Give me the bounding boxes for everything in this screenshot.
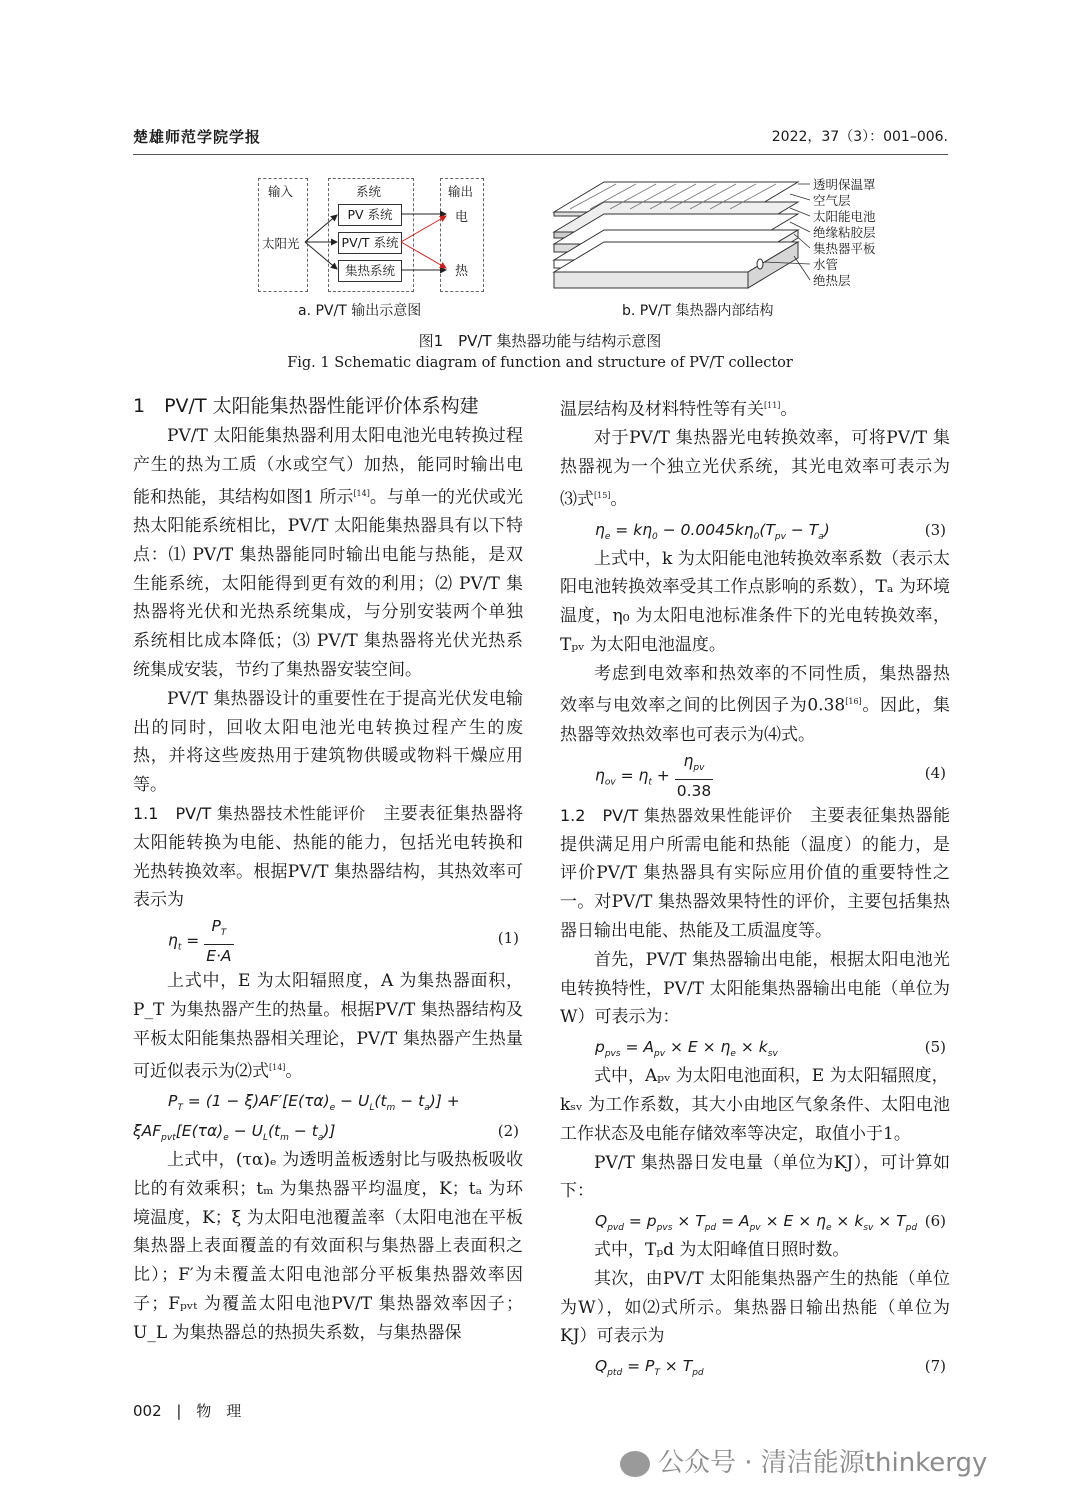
subsection-heading: 1.1 PV/T 集热器技术性能评价 — [133, 804, 366, 824]
figure-caption-en: Fig. 1 Schematic diagram of function and structure of PV/T collector — [287, 355, 793, 371]
layer-label: 水管 — [813, 257, 839, 272]
output-electric: 电 — [455, 210, 469, 225]
equation-2-cont: $\xi AF_{pvt}[E(\tau\alpha)_e - U_L(t_m - t_a)]$ (2) — [133, 1122, 519, 1144]
paragraph: 考虑到电效率和热效率的不同性质，集热器热效率与电效率之间的比例因子为0.38[16]。因此，集热器等效热效率也可表示为⑷式。 — [560, 663, 951, 745]
thermal-system-box: 集热系统 — [338, 260, 402, 282]
output-label: 输出 — [448, 184, 474, 199]
paragraph: 式中，Aₚᵥ 为太阳电池面积，E 为太阳辐照度， — [594, 1066, 949, 1087]
subfig-b-caption: b. PV/T 集热器内部结构 — [622, 303, 774, 319]
left-column — [133, 390, 523, 1348]
paragraph: PV/T 集热器日发电量（单位为KJ），可计算如下： — [560, 1152, 950, 1202]
paragraph: 其次，由PV/T 太阳能集热器产生的热能（单位为W），如⑵式所示。集热器日输出热能（单位为KJ）可表示为 — [560, 1268, 950, 1347]
paragraph: PV/T 集热器设计的重要性在于提高光伏发电输出的同时，回收太阳电池光电转换过程产生的废热，并将这些废热用于建筑物供暖或物料干燥应用等。 — [133, 688, 523, 796]
paragraph: kₛᵥ 为工作系数，其大小由地区气象条件、太阳电池工作状态及电能存储效率等决定，取值小于1。 — [560, 1094, 950, 1144]
input-label: 输入 — [268, 184, 294, 199]
equation-2: $P_T = (1 - \xi)AF'[E(\tau\alpha)_e - U_L(t_m - t_a)]$ + — [168, 1092, 460, 1114]
paragraph: 上式中，k 为太阳能电池转换效率系数（表示太阳电池转换效率受其工作点影响的系数），Tₐ 为环境温度，η₀ 为太阳电池标准条件下的光电转换效率，Tₚᵥ 为太阳电池温度。 — [560, 548, 950, 655]
sunlight-label: 太阳光 — [262, 236, 300, 251]
paragraph: 上式中，E 为太阳辐照度，A 为集热器面积，P_T 为集热器产生的热量。根据PV/T 集热器结构及平板太阳能集热器相关理论，PV/T 集热器产生热量可近似表示为⑵式[14]。 — [133, 971, 523, 1082]
layer-label: 绝热层 — [813, 273, 851, 288]
header-rule — [133, 154, 948, 155]
watermark: 公众号 · 清洁能源thinkergy — [620, 1442, 987, 1479]
paragraph: 1.2 PV/T 集热器效果性能评价 主要表征集热器能提供满足用户所需电能和热能（温度）的能力，是评价PV/T 集热器具有实际应用价值的重要特性之一。对PV/T 集热器效果特性的评价，主要包括集热器日输出电能、热能及工质温度等。 — [560, 805, 950, 941]
figure-caption-cn: 图1 PV/T 集热器功能与结构示意图 — [418, 332, 662, 350]
equation-1: $\eta_t$ = $\frac{P_T}{E\cdot A}$ (1) — [168, 917, 519, 966]
journal-title: 楚雄师范学院学报 — [133, 128, 262, 146]
figure-1 — [250, 172, 890, 320]
equation-3: $\eta_e = k\eta_0 - 0.0045k\eta_0(T_{pv} - T_a)$ (3) — [595, 520, 946, 542]
equation-5: $p_{pvs} = A_{pv} \times E \times \eta_e \times k_{sv}$ (5) — [595, 1038, 946, 1060]
equation-6: $Q_{pvd} = p_{pvs} \times T_{pd} = A_{pv} \times E \times \eta_e \times k_{sv} \times T_{pd}$ (6) — [595, 1212, 946, 1234]
equation-4: $\eta_{ov} = \eta_t$ + $\frac{\eta_{pv}}{0.38}$ (4) — [595, 751, 946, 800]
paragraph: 式中，Tₚd 为太阳峰值日照时数。 — [594, 1240, 850, 1261]
paragraph: 上式中，(τα)ₑ 为透明盖板透射比与吸热板吸收比的有效乘积；tₘ 为集热器平均温度，K；tₐ 为环境温度，K；ξ 为太阳电池覆盖率（太阳电池在平板集热器上表面覆盖的有效面积与集热器上表面积之比）；F′为未覆盖太阳电池部分平板集热器效率因子；Fₚᵥₜ 为覆盖太阳电池PV/T 集热器效率因子；U_L 为集热器总的热损失系数，与集热器保 — [133, 1150, 523, 1343]
layer-label: 集热器平板 — [813, 241, 876, 256]
equation-7: $Q_{ptd} = P_T \times T_{pd}$ (7) — [595, 1357, 946, 1379]
page-footer: 002 | 物 理 — [133, 1402, 242, 1420]
section-name: 物 理 — [196, 1402, 242, 1420]
issue-info: 2022，37（3）：001–006. — [771, 129, 948, 145]
pv-system-box: PV 系统 — [338, 204, 402, 226]
pvt-system-box: PV/T 系统 — [338, 232, 402, 254]
page-number: 002 — [133, 1402, 162, 1420]
paragraph: 温层结构及材料特性等有关[11]。 — [560, 399, 798, 420]
paragraph: 1.1 PV/T 集热器技术性能评价 主要表征集热器将太阳能转换为电能、热能的能力，包括光电转换和光热转换效率。根据PV/T 集热器结构，其热效率可表示为 — [133, 804, 523, 911]
right-column — [560, 392, 950, 1381]
paragraph: PV/T 太阳能集热器利用太阳电池光电转换过程产生的热为工质（水或空气）加热，能同时输出电能和热能，其结构如图1 所示[14]。与单一的光伏或光热太阳能系统相比，PV/T 太阳能集热器具有以下特点：⑴ PV/T 集热器能同时输出电能与热能，是双生能系统，太阳能得到更有效的利用；⑵ PV/T 集热器将光伏和光热系统集成，与分别安装两个单独系统相比成本降低；⑶ PV/T 集热器将光伏光热系统集成安装，节约了集热器安装空间。 — [133, 426, 523, 681]
system-label: 系统 — [356, 184, 382, 199]
layer-label: 透明保温罩 — [813, 177, 876, 192]
subsection-heading: 1.2 PV/T 集热器效果性能评价 — [560, 805, 793, 825]
wechat-icon — [620, 1451, 650, 1477]
subfig-a-caption: a. PV/T 输出示意图 — [298, 303, 422, 319]
paragraph: 对于PV/T 集热器光电转换效率，可将PV/T 集热器视为一个独立光伏系统，其光电效率可表示为⑶式[15]。 — [560, 428, 950, 510]
layer-label: 空气层 — [813, 193, 851, 208]
output-heat: 热 — [455, 264, 469, 279]
layer-label: 绝缘粘胶层 — [813, 225, 876, 240]
paragraph: 首先，PV/T 集热器输出电能，根据太阳电池光电转换特性，PV/T 太阳能集热器输出电能（单位为W）可表示为： — [560, 949, 950, 1028]
figure-arrows — [250, 172, 890, 320]
layer-label: 太阳能电池 — [813, 209, 876, 224]
section-heading: 1 PV/T 太阳能集热器性能评价体系构建 — [133, 395, 479, 417]
